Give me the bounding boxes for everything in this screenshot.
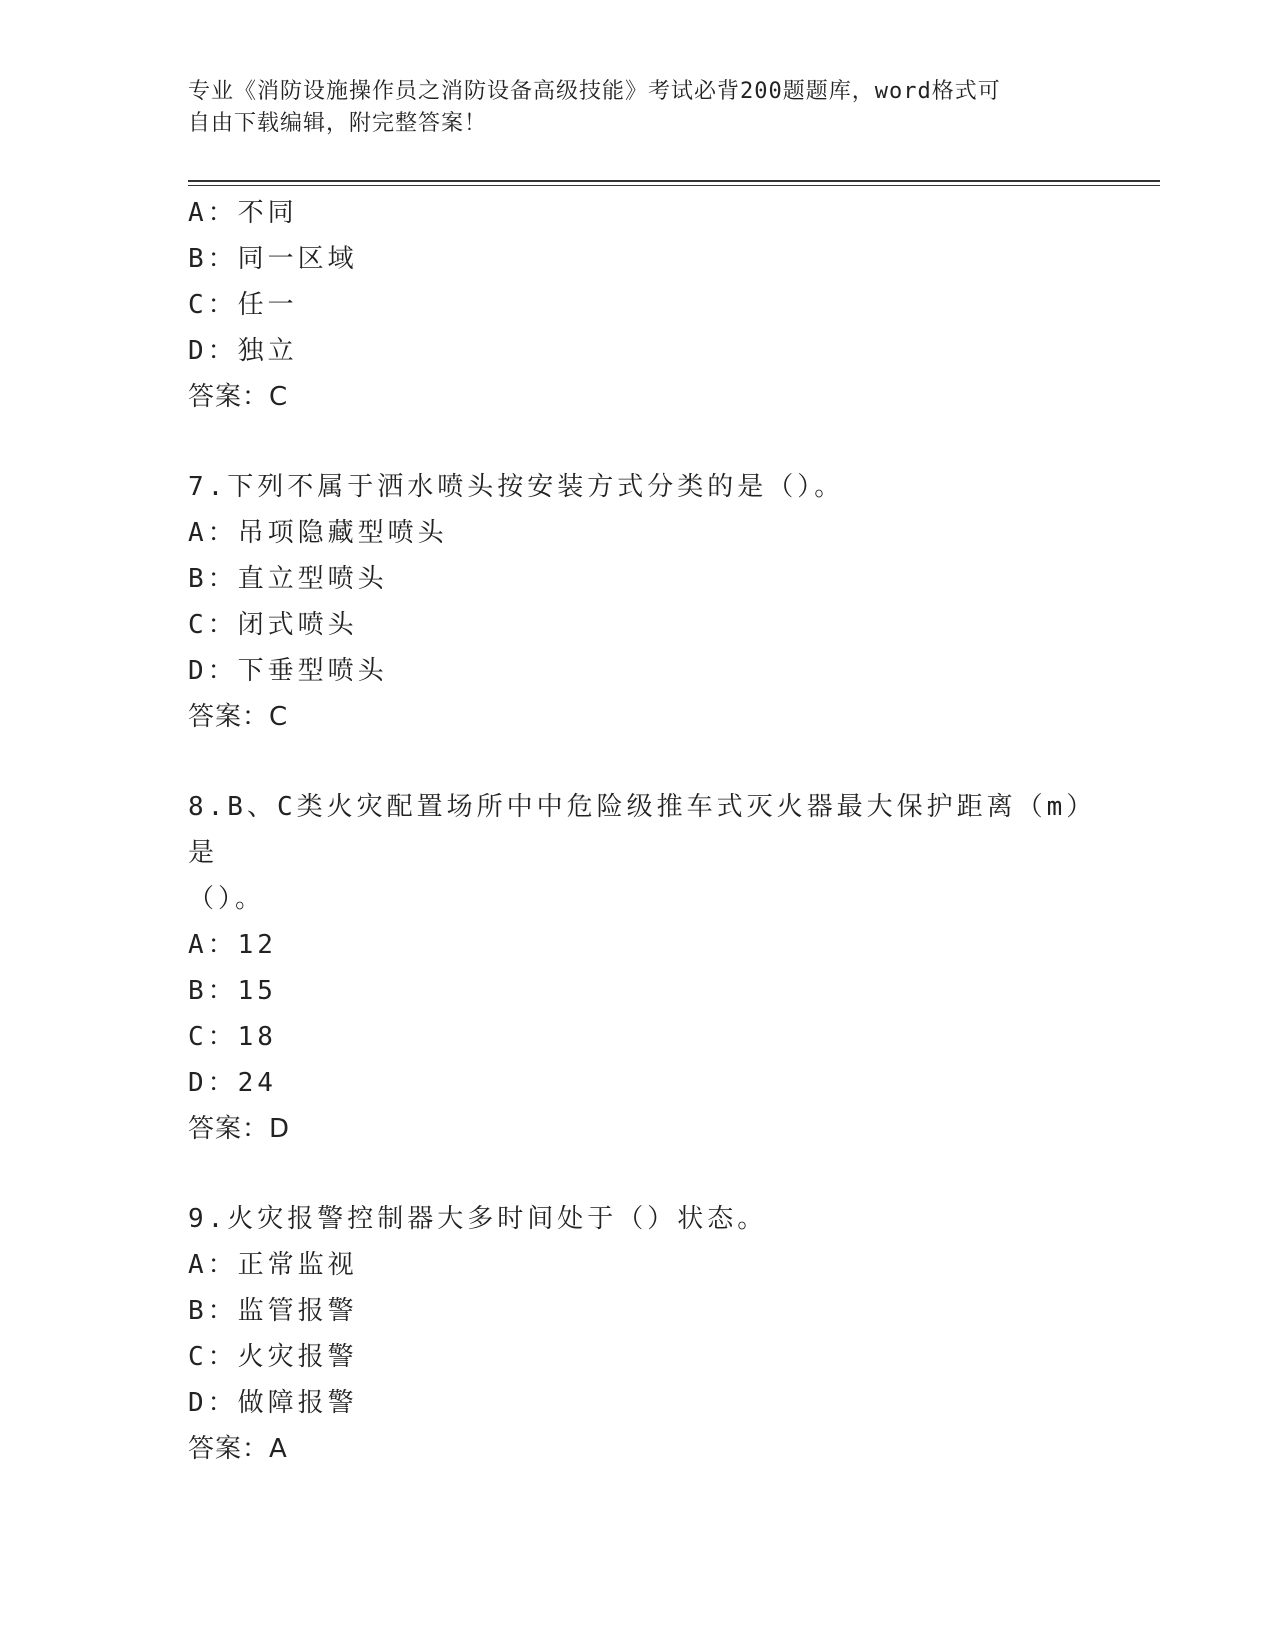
question-text: 9.火灾报警控制器大多时间处于（）状态。 xyxy=(188,1204,768,1234)
answer-line: 答案：A xyxy=(188,1434,288,1464)
question-block-partial xyxy=(188,190,1088,420)
header-rule-thin xyxy=(188,185,1160,186)
option-a: A：不同 xyxy=(188,198,298,228)
question-list xyxy=(188,190,1088,1472)
option-c: C：火灾报警 xyxy=(188,1342,358,1372)
option-d: D：独立 xyxy=(188,336,298,366)
question-block-9 xyxy=(188,1196,1088,1472)
answer-line: 答案：C xyxy=(188,702,289,732)
option-a: A：正常监视 xyxy=(188,1250,358,1280)
option-c: C：18 xyxy=(188,1022,277,1052)
option-a: A：12 xyxy=(188,930,277,960)
option-b: B：同一区域 xyxy=(188,244,358,274)
question-block-7 xyxy=(188,464,1088,740)
option-c: C：闭式喷头 xyxy=(188,610,358,640)
option-c: C：任一 xyxy=(188,290,298,320)
option-d: D：24 xyxy=(188,1068,277,1098)
document-header xyxy=(188,76,1088,140)
header-line-2: 自由下载编辑，附完整答案！ xyxy=(188,111,488,136)
option-d: D：下垂型喷头 xyxy=(188,656,388,686)
question-block-8 xyxy=(188,784,1088,1152)
question-text-line-1: 8.B、C类火灾配置场所中中危险级推车式灭火器最大保护距离（m）是 xyxy=(188,792,1084,868)
header-rule-thick xyxy=(188,180,1160,182)
option-b: B：直立型喷头 xyxy=(188,564,388,594)
answer-line: 答案：C xyxy=(188,382,289,412)
answer-line: 答案：D xyxy=(188,1114,291,1144)
option-b: B：15 xyxy=(188,976,277,1006)
question-text-line-2: （）。 xyxy=(188,884,266,914)
option-b: B：监管报警 xyxy=(188,1296,358,1326)
question-text: 7.下列不属于洒水喷头按安装方式分类的是（）。 xyxy=(188,472,845,502)
option-d: D：做障报警 xyxy=(188,1388,358,1418)
header-line-1: 专业《消防设施操作员之消防设备高级技能》考试必背200题题库，word格式可 xyxy=(188,79,1001,104)
option-a: A：吊项隐藏型喷头 xyxy=(188,518,448,548)
